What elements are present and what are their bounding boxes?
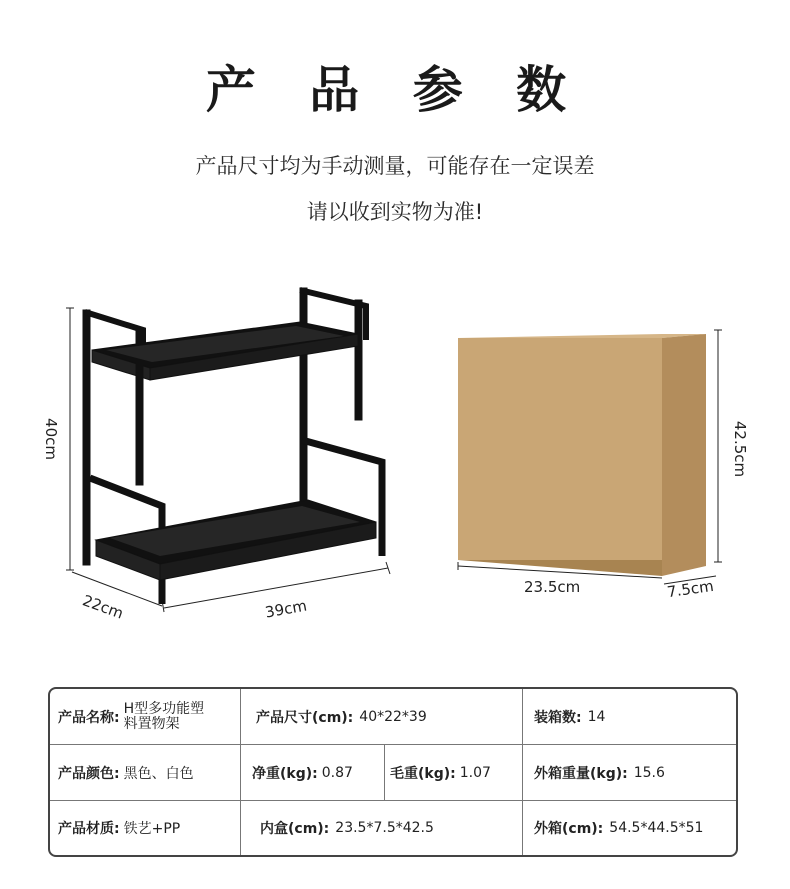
product-color-label: 产品颜色:	[58, 765, 120, 782]
gross-weight-label: 毛重(kg):	[390, 765, 456, 782]
gross-weight-value: 1.07	[459, 764, 491, 781]
product-name-value-line1: H型多功能塑	[123, 700, 205, 717]
gross-weight-cell	[390, 745, 491, 800]
net-weight-label: 净重(kg):	[252, 765, 318, 782]
product-name-value-line2: 料置物架	[123, 715, 180, 732]
net-weight-value: 0.87	[321, 764, 353, 781]
net-weight-cell	[252, 745, 353, 800]
inner-box-value: 23.5*7.5*42.5	[335, 820, 434, 836]
outer-box-cell	[534, 801, 703, 855]
product-size-value: 40*22*39	[359, 708, 427, 725]
rack-height-label: 40cm	[41, 418, 60, 460]
outer-weight-cell	[534, 745, 665, 800]
box-width-label: 23.5cm	[524, 578, 581, 596]
product-size-label: 产品尺寸(cm):	[256, 709, 354, 726]
box-height-label: 42.5cm	[731, 420, 750, 478]
product-name-label: 产品名称:	[58, 709, 120, 726]
box-depth-label: 7.5cm	[665, 576, 715, 602]
product-size-cell	[256, 689, 427, 744]
material-label: 产品材质:	[58, 821, 120, 837]
product-color-value: 黑色、白色	[123, 765, 194, 782]
reference-note: 请以收到实物为准!	[306, 200, 484, 224]
inner-box-cell	[260, 801, 434, 855]
pack-count-label: 装箱数:	[534, 709, 582, 726]
product-color-cell	[58, 745, 194, 800]
product-name-cell	[58, 689, 204, 744]
outer-weight-value: 15.6	[633, 764, 665, 781]
rack-width-label: 39cm	[263, 596, 309, 622]
inner-box-label: 内盒(cm):	[260, 821, 330, 837]
shelf-rack-image	[83, 288, 382, 604]
outer-box-value: 54.5*44.5*51	[609, 820, 704, 836]
page-title: 产 品 参 数	[205, 61, 585, 119]
material-value: 铁艺+PP	[123, 821, 181, 837]
spec-table	[48, 687, 738, 857]
outer-weight-label: 外箱重量(kg):	[534, 765, 628, 782]
carton-box-image	[458, 334, 706, 576]
pack-count-cell	[534, 689, 605, 744]
rack-depth-label: 22cm	[80, 591, 126, 623]
material-cell	[58, 801, 180, 855]
outer-box-label: 外箱(cm):	[534, 821, 604, 837]
measurement-note: 产品尺寸均为手动测量，可能存在一定误差	[195, 154, 595, 178]
pack-count-value: 14	[587, 708, 606, 725]
